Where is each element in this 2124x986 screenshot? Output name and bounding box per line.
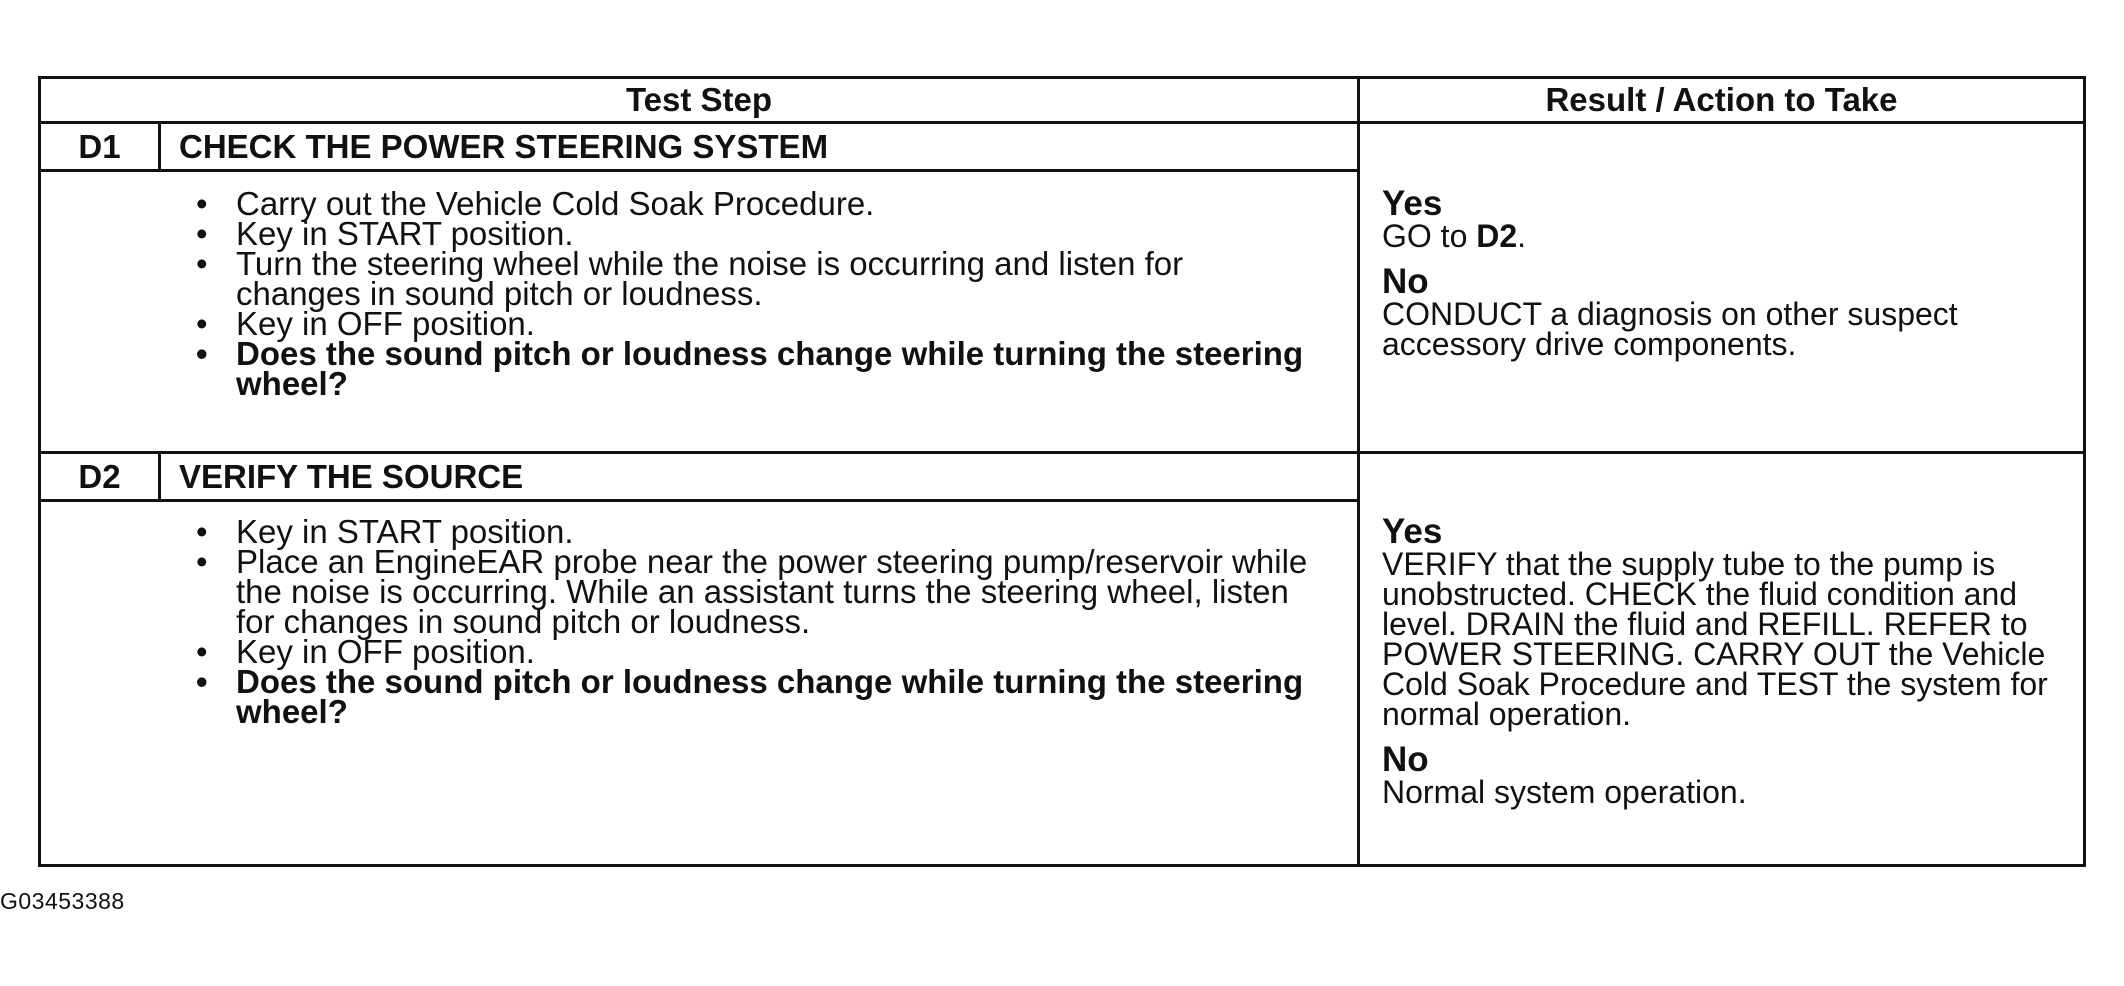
header-result: Result / Action to Take	[1545, 81, 1898, 118]
header-test-step: Test Step	[625, 81, 773, 118]
instruction-item: • Place an EngineEAR probe near the power steering pump/reservoir while the noise is occurring. While an assistant turns the steering wheel, listen for changes in sound pitch or loudness.	[161, 547, 1357, 637]
result-yes-target: D2	[1476, 218, 1518, 254]
diagnostic-table	[38, 76, 2086, 867]
result-yes-text	[1382, 218, 2082, 254]
instruction-item: • Carry out the Vehicle Cold Soak Procedure.	[161, 189, 1357, 219]
step-title-d1: CHECK THE POWER STEERING SYSTEM	[179, 128, 829, 165]
instruction-item: • Turn the steering wheel while the noise is occurring and listen for changes in sound pitch or loudness.	[161, 249, 1357, 309]
result-yes-label: Yes	[1382, 184, 1443, 223]
instruction-item: • Key in START position.	[161, 517, 1357, 547]
result-no-text: Normal system operation.	[1382, 774, 1747, 810]
result-yes-label: Yes	[1382, 512, 1443, 551]
instruction-question: • Does the sound pitch or loudness change while turning the steering wheel?	[161, 339, 1357, 399]
result-yes-prefix: GO to	[1382, 218, 1477, 254]
step-id-d2: D2	[78, 458, 121, 495]
result-yes-suffix: .	[1517, 218, 1527, 254]
result-d2	[1382, 512, 2082, 860]
result-yes-text: VERIFY that the supply tube to the pump is unobstructed. CHECK the fluid condition and level. DRAIN the fluid and REFILL. REFER to POWER STEERING. CARRY OUT the Vehicle Cold Soak Procedure and TEST the system for normal operation.	[1382, 546, 2048, 732]
step-instructions-d1	[161, 185, 1357, 402]
column-divider	[1357, 79, 1360, 864]
instruction-question: • Does the sound pitch or loudness change while turning the steering wheel?	[161, 667, 1357, 727]
instruction-item: • Key in OFF position.	[161, 637, 1357, 667]
result-d1	[1382, 184, 2082, 447]
step-title-border	[41, 499, 1357, 502]
result-no-label: No	[1382, 740, 1429, 779]
step-body-d2	[161, 513, 1357, 857]
result-no-label: No	[1382, 262, 1429, 301]
instruction-item: • Key in START position.	[161, 219, 1357, 249]
step-title-border	[41, 169, 1357, 172]
figure-id: G03453388	[0, 888, 125, 914]
step-id-d1: D1	[78, 128, 121, 165]
step-title-d2: VERIFY THE SOURCE	[179, 458, 524, 495]
result-no-text: CONDUCT a diagnosis on other suspect accessory drive components.	[1382, 296, 1958, 362]
step-body-d1	[161, 185, 1357, 447]
instruction-item: • Key in OFF position.	[161, 309, 1357, 339]
step-instructions-d2	[161, 513, 1357, 730]
